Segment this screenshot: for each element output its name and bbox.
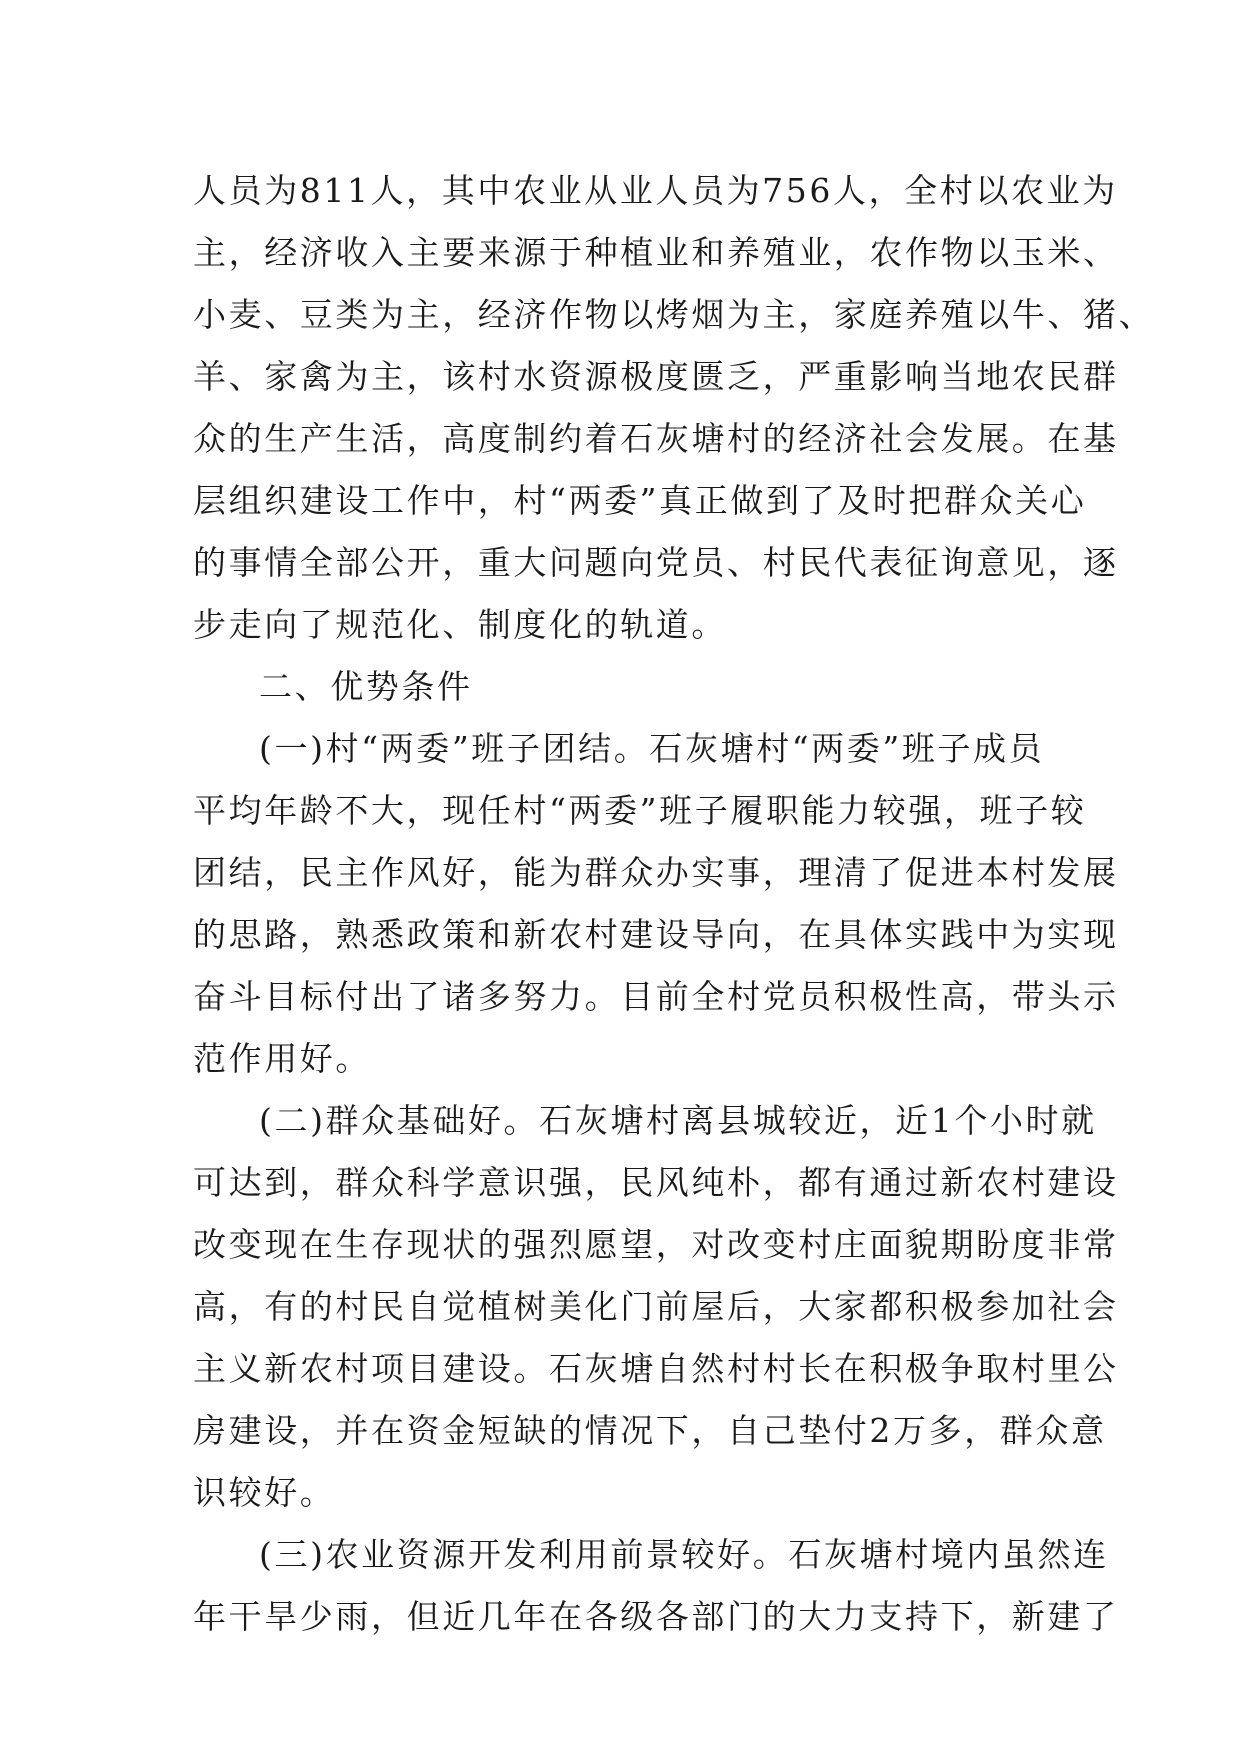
text-line: (一)村“两委”班子团结。石灰塘村“两委”班子成员 bbox=[259, 729, 1045, 768]
text-line: 羊、家禽为主，该村水资源极度匮乏，严重影响当地农民群 bbox=[193, 357, 1119, 396]
text-line: (二)群众基础好。石灰塘村离县城较近，近1个小时就 bbox=[259, 1101, 1097, 1140]
text-line: 层组织建设工作中，村“两委”真正做到了及时把群众关心 bbox=[193, 481, 1087, 520]
text-line: 主义新农村项目建设。石灰塘自然村村长在积极争取村里公 bbox=[193, 1349, 1119, 1388]
text-line: 主，经济收入主要来源于种植业和养殖业，农作物以玉米、 bbox=[193, 233, 1119, 272]
document-body bbox=[193, 160, 1155, 1648]
text-line: (三)农业资源开发利用前景较好。石灰塘村境内虽然连 bbox=[259, 1535, 1109, 1574]
text-line: 识较好。 bbox=[193, 1473, 336, 1512]
text-line: 步走向了规范化、制度化的轨道。 bbox=[193, 605, 727, 644]
text-line: 房建设，并在资金短缺的情况下，自己垫付2万多，群众意 bbox=[193, 1411, 1107, 1450]
text-line: 人员为811人，其中农业从业人员为756人，全村以农业为 bbox=[193, 171, 1118, 210]
paragraph-public-foundation bbox=[193, 1090, 1119, 1524]
paragraph-agri-resources bbox=[193, 1524, 1119, 1648]
text-line: 的事情全部公开，重大问题向党员、村民代表征询意见，逐 bbox=[193, 543, 1119, 582]
paragraph-committee-unity bbox=[193, 718, 1119, 1090]
paragraph-intro-continued bbox=[193, 160, 1155, 656]
text-line: 范作用好。 bbox=[193, 1039, 371, 1078]
text-line: 小麦、豆类为主，经济作物以烤烟为主，家庭养殖以牛、猪、 bbox=[193, 295, 1155, 334]
text-line: 奋斗目标付出了诸多努力。目前全村党员积极性高，带头示 bbox=[193, 977, 1119, 1016]
text-line: 众的生产生活，高度制约着石灰塘村的经济社会发展。在基 bbox=[193, 419, 1119, 458]
text-line: 的思路，熟悉政策和新农村建设导向，在具体实践中为实现 bbox=[193, 915, 1119, 954]
text-line: 改变现在生存现状的强烈愿望，对改变村庄面貌期盼度非常 bbox=[193, 1225, 1119, 1264]
text-line: 年干旱少雨，但近几年在各级各部门的大力支持下，新建了 bbox=[193, 1597, 1119, 1636]
text-line: 团结，民主作风好，能为群众办实事，理清了促进本村发展 bbox=[193, 853, 1119, 892]
text-line: 高，有的村民自觉植树美化门前屋后，大家都积极参加社会 bbox=[193, 1287, 1119, 1326]
text-line: 平均年龄不大，现任村“两委”班子履职能力较强，班子较 bbox=[193, 791, 1087, 830]
section-heading-advantages: 二、优势条件 bbox=[259, 667, 473, 706]
text-line: 可达到，群众科学意识强，民风纯朴，都有通过新农村建设 bbox=[193, 1163, 1119, 1202]
